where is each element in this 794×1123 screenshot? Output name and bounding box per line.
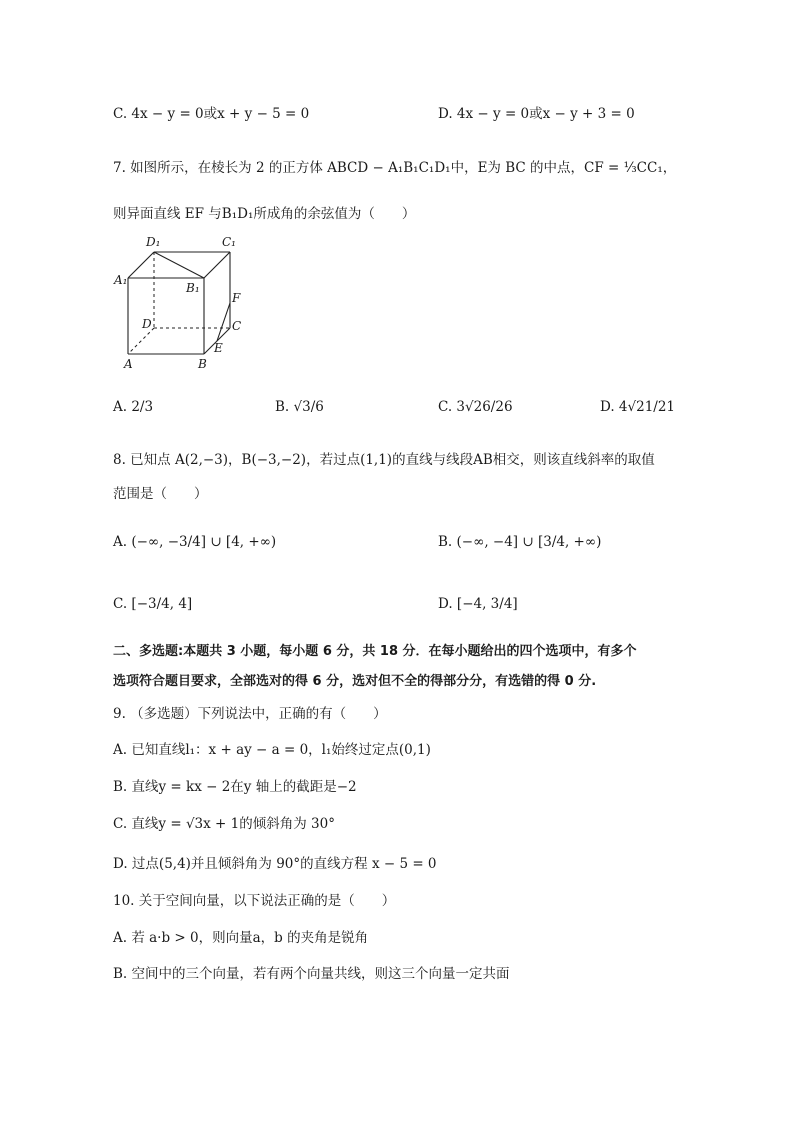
q10-stem: 10. 关于空间向量，以下说法正确的是（ ） [113, 893, 396, 909]
q9-option-c: C. 直线y = √3x + 1的倾斜角为 30° [113, 816, 335, 832]
q9-option-b: B. 直线y = kx − 2在y 轴上的截距是−2 [113, 779, 357, 795]
label-a: A [124, 357, 133, 371]
label-c1: C₁ [222, 235, 236, 249]
q7-stem-line1: 7. 如图所示，在棱长为 2 的正方体 ABCD − A₁B₁C₁D₁中，E为 BC 的中点，CF = ⅓CC₁， [113, 160, 677, 176]
label-c: C [232, 319, 242, 333]
section2-line1: 二、多选题:本题共 3 小题，每小题 6 分，共 18 分．在每小题给出的四个选项中，有多个 [113, 644, 637, 659]
q9-option-d: D. 过点(5,4)并且倾斜角为 90°的直线方程 x − 5 = 0 [113, 856, 437, 872]
q7-option-b: B. √3/6 [275, 399, 324, 415]
label-a1: A₁ [114, 273, 128, 287]
q8-stem-line1: 8. 已知点 A(2,−3)，B(−3,−2)，若过点(1,1)的直线与线段AB相交，则该直线斜率的取值 [113, 452, 655, 468]
q9-option-a: A. 已知直线l₁：x + ay − a = 0，l₁始终过定点(0,1) [113, 742, 431, 758]
q8-option-d: D. [−4, 3/4] [438, 596, 518, 612]
label-b1: B₁ [186, 281, 200, 295]
section2-line2: 选项符合题目要求，全部选对的得 6 分，选对但不全的得部分分，有选错的得 0 分. [113, 674, 597, 689]
q9-stem: 9. （多选题）下列说法中，正确的有（ ） [113, 706, 387, 722]
q8-stem-line2: 范围是（ ） [113, 486, 208, 502]
q8-option-b: B. (−∞, −4] ∪ [3/4, +∞) [438, 534, 602, 550]
label-e: E [214, 341, 223, 355]
q10-option-a: A. 若 a·b > 0，则向量a，b 的夹角是锐角 [113, 930, 369, 946]
label-d: D [142, 317, 152, 331]
q7-option-d: D. 4√21/21 [600, 399, 676, 415]
q7-option-c: C. 3√26/26 [438, 399, 513, 415]
label-b: B [198, 357, 207, 371]
label-f: F [232, 291, 241, 305]
label-d1: D₁ [146, 235, 161, 249]
q6-option-c: C. 4x − y = 0或x + y − 5 = 0 [113, 106, 310, 122]
q6-option-d: D. 4x − y = 0或x − y + 3 = 0 [438, 106, 635, 122]
q10-option-b: B. 空间中的三个向量，若有两个向量共线，则这三个向量一定共面 [113, 966, 510, 982]
q8-option-c: C. [−3/4, 4] [113, 596, 193, 612]
q8-option-a: A. (−∞, −3/4] ∪ [4, +∞) [113, 534, 277, 550]
cube-figure [112, 232, 252, 372]
q7-stem-line2: 则异面直线 EF 与B₁D₁所成角的余弦值为（ ） [113, 206, 416, 222]
q7-option-a: A. 2/3 [113, 399, 154, 415]
